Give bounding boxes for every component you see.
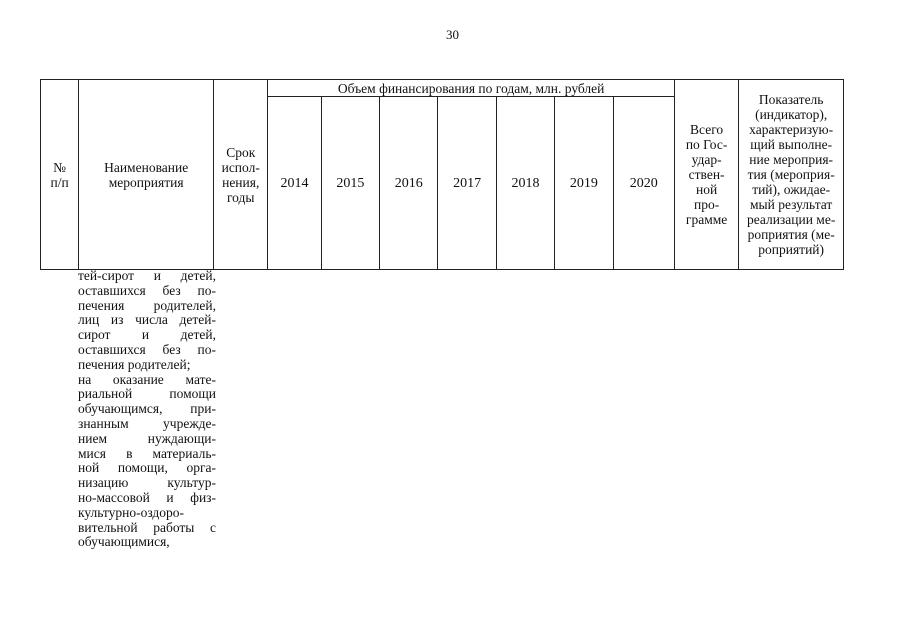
header-name <box>79 80 214 270</box>
header-indicator-line: мый результат <box>749 197 833 212</box>
continuation-line: вительной работы с <box>78 519 216 535</box>
header-total-line: Всего <box>690 122 724 137</box>
continuation-line: знанным учрежде- <box>78 415 216 431</box>
continuation-line: ной помощи, орга- <box>78 460 216 476</box>
header-year-2014: 2014 <box>268 97 321 270</box>
header-indicator-line: ние мероприя- <box>749 152 834 167</box>
continuation-line: оставшихся без по- <box>78 341 216 357</box>
header-term <box>214 80 268 270</box>
header-number-line: п/п <box>50 174 69 190</box>
continuation-line: обучающимися, <box>78 534 170 550</box>
header-indicator-line: Показатель <box>758 92 824 107</box>
header-year-2015: 2015 <box>321 97 379 270</box>
continuation-line: лиц из числа детей- <box>78 312 216 328</box>
header-number-line: № <box>53 159 67 175</box>
header-funding: Объем финансирования по годам, млн. рублей <box>268 80 675 97</box>
header-year-2016: 2016 <box>380 97 438 270</box>
header-indicator-line: (индикатор), <box>755 107 828 122</box>
header-term-line: нения, <box>222 174 260 190</box>
funding-table <box>40 79 844 270</box>
header-year-2020: 2020 <box>613 97 674 270</box>
continuation-line: низацию культур- <box>78 475 216 491</box>
continuation-line: культурно-оздоро- <box>78 504 185 520</box>
header-indicator-line: реализации ме- <box>746 212 836 227</box>
header-indicator-line: тий), ожидае- <box>752 182 831 197</box>
header-total-line: удар- <box>691 152 722 167</box>
header-total-line: ной <box>696 182 718 197</box>
header-indicator-line: щий выполне- <box>750 137 833 152</box>
header-indicator-line: роприятия (ме- <box>747 227 835 242</box>
header-total-line: про- <box>693 197 720 212</box>
header-total-line: грамме <box>685 212 728 227</box>
header-total-line: ствен- <box>688 167 725 182</box>
header-year-2019: 2019 <box>555 97 613 270</box>
header-number <box>41 80 79 270</box>
continuation-line: риальной помощи <box>78 386 216 402</box>
continuation-line: печения родителей, <box>78 297 216 313</box>
header-indicator <box>739 80 844 270</box>
continuation-line: тей-сирот и детей, <box>78 268 216 283</box>
continuation-line: оставшихся без по- <box>78 282 216 298</box>
header-total-line: по Гос- <box>685 137 728 152</box>
continuation-line: нием нуждающи- <box>78 430 216 446</box>
header-name-line: мероприятия <box>108 174 184 190</box>
header-term-line: годы <box>226 189 255 205</box>
header-indicator-line: тия (мероприя- <box>747 167 835 182</box>
measure-name-continuation <box>78 269 216 550</box>
continuation-line: но-массовой и физ- <box>78 489 216 505</box>
continuation-line: сирот и детей, <box>78 327 216 343</box>
header-term-line: испол- <box>221 159 260 175</box>
header-indicator-line: характеризую- <box>749 122 834 137</box>
header-year-2017: 2017 <box>438 97 496 270</box>
header-total <box>674 80 738 270</box>
header-year-2018: 2018 <box>496 97 554 270</box>
header-name-line: Наименование <box>104 159 189 175</box>
page-number: 30 <box>446 27 459 42</box>
header-term-line: Срок <box>226 144 256 160</box>
continuation-line: на оказание мате- <box>78 371 216 387</box>
continuation-line: печения родителей; <box>78 356 191 372</box>
continuation-line: обучающимся, при- <box>78 401 216 417</box>
continuation-line: мися в материаль- <box>78 445 216 461</box>
header-indicator-line: роприятий) <box>758 242 825 257</box>
